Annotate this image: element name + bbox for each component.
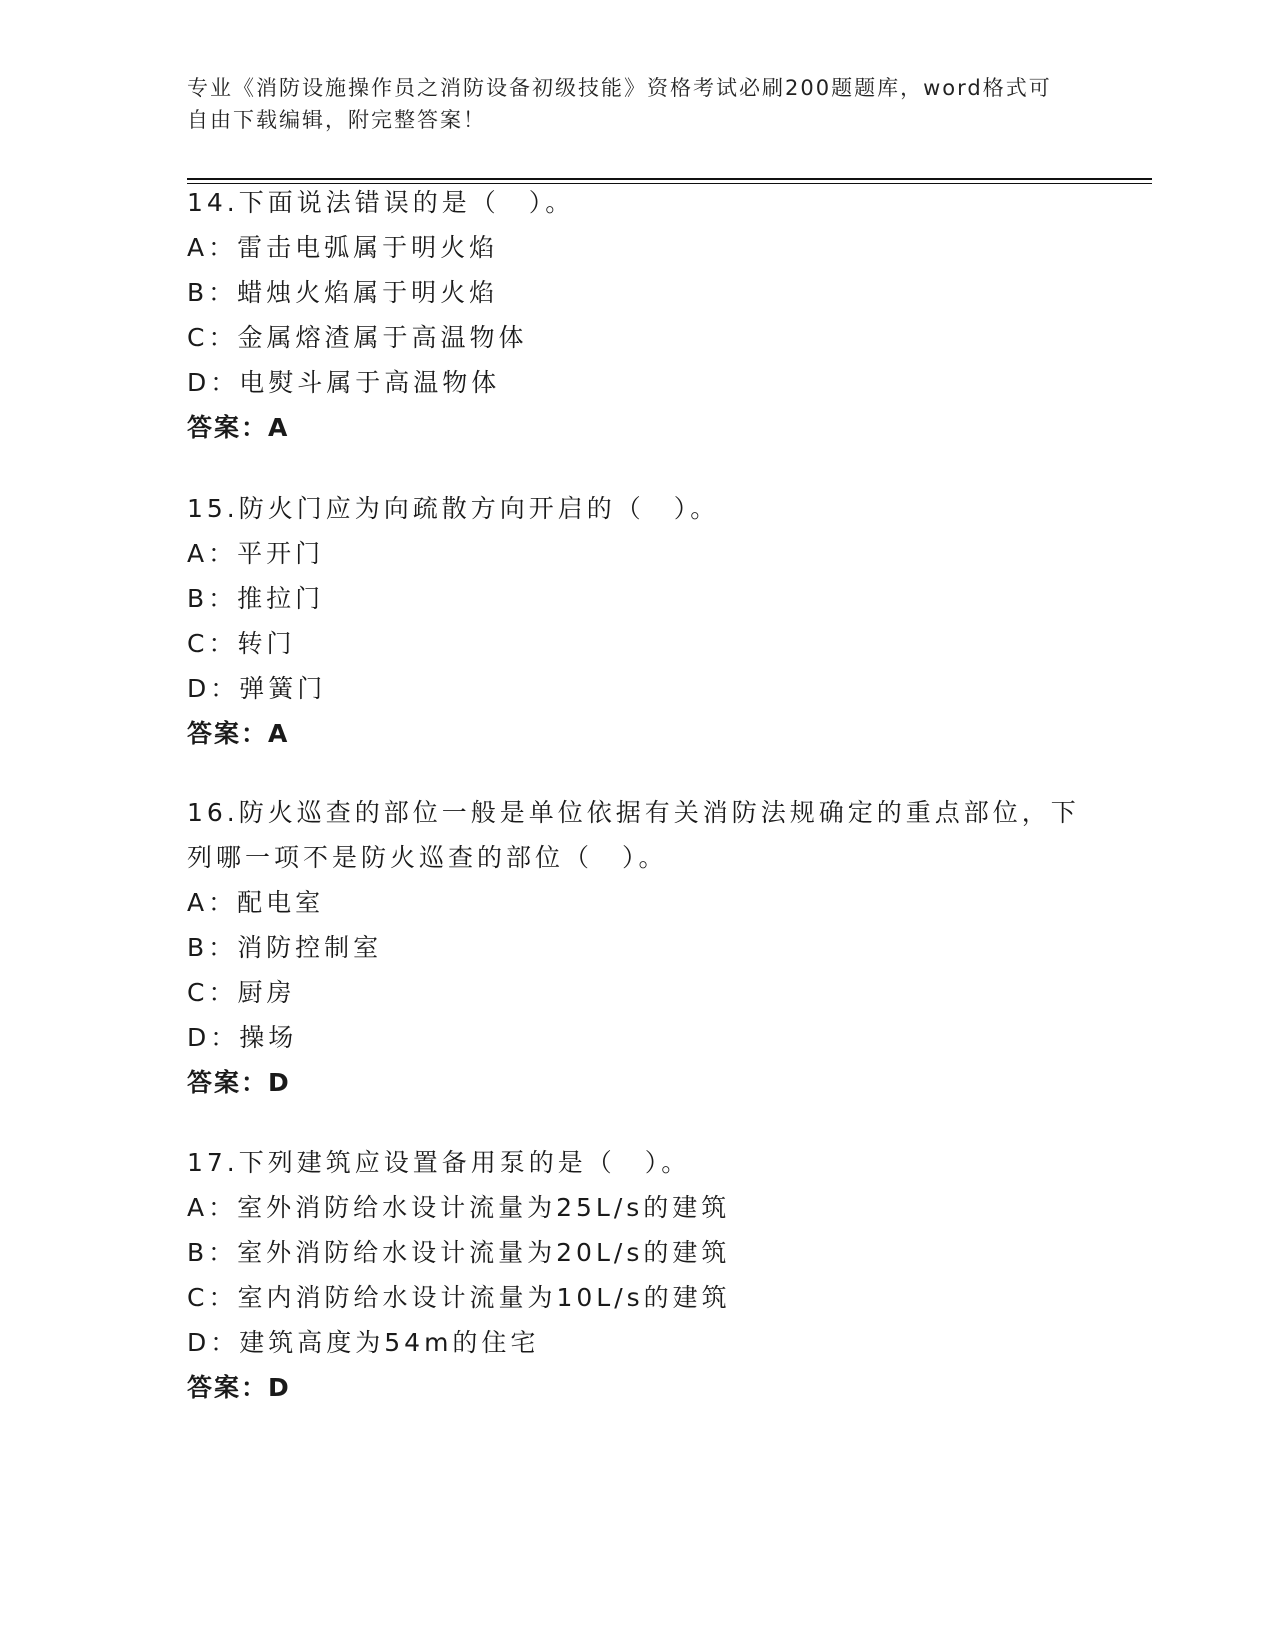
option-c: C：室内消防给水设计流量为10L/s的建筑: [187, 1283, 731, 1312]
answer: 答案：A: [187, 719, 290, 748]
option-b: B：蜡烛火焰属于明火焰: [187, 278, 499, 307]
question-14: [187, 180, 1087, 450]
option-b: B：室外消防给水设计流量为20L/s的建筑: [187, 1238, 731, 1267]
option-c: C：厨房: [187, 978, 296, 1007]
option-c: C：金属熔渣属于高温物体: [187, 323, 528, 352]
answer: 答案：D: [187, 1373, 291, 1402]
option-d: D：操场: [187, 1023, 298, 1052]
document-header: 专业《消防设施操作员之消防设备初级技能》资格考试必刷200题题库，word格式可自由下载编辑，附完整答案！: [187, 76, 1052, 132]
option-d: D：弹簧门: [187, 674, 327, 703]
question-15: [187, 486, 1087, 756]
question-16: [187, 790, 1087, 1105]
answer: 答案：D: [187, 1068, 291, 1097]
answer: 答案：A: [187, 413, 290, 442]
question-stem: 17.下列建筑应设置备用泵的是（ ）。: [187, 1148, 691, 1177]
option-a: A：平开门: [187, 539, 325, 568]
option-d: D：建筑高度为54m的住宅: [187, 1328, 540, 1357]
question-stem: 16.防火巡查的部位一般是单位依据有关消防法规确定的重点部位，下列哪一项不是防火巡查的部位（ ）。: [187, 798, 1080, 872]
option-a: A：配电室: [187, 888, 325, 917]
option-c: C：转门: [187, 629, 296, 658]
option-b: B：消防控制室: [187, 933, 383, 962]
option-a: A：雷击电弧属于明火焰: [187, 233, 499, 262]
option-b: B：推拉门: [187, 584, 325, 613]
question-stem: 15.防火门应为向疏散方向开启的（ ）。: [187, 494, 720, 523]
option-a: A：室外消防给水设计流量为25L/s的建筑: [187, 1193, 731, 1222]
option-d: D：电熨斗属于高温物体: [187, 368, 501, 397]
question-17: [187, 1140, 1087, 1410]
question-stem: 14.下面说法错误的是（ ）。: [187, 188, 575, 217]
